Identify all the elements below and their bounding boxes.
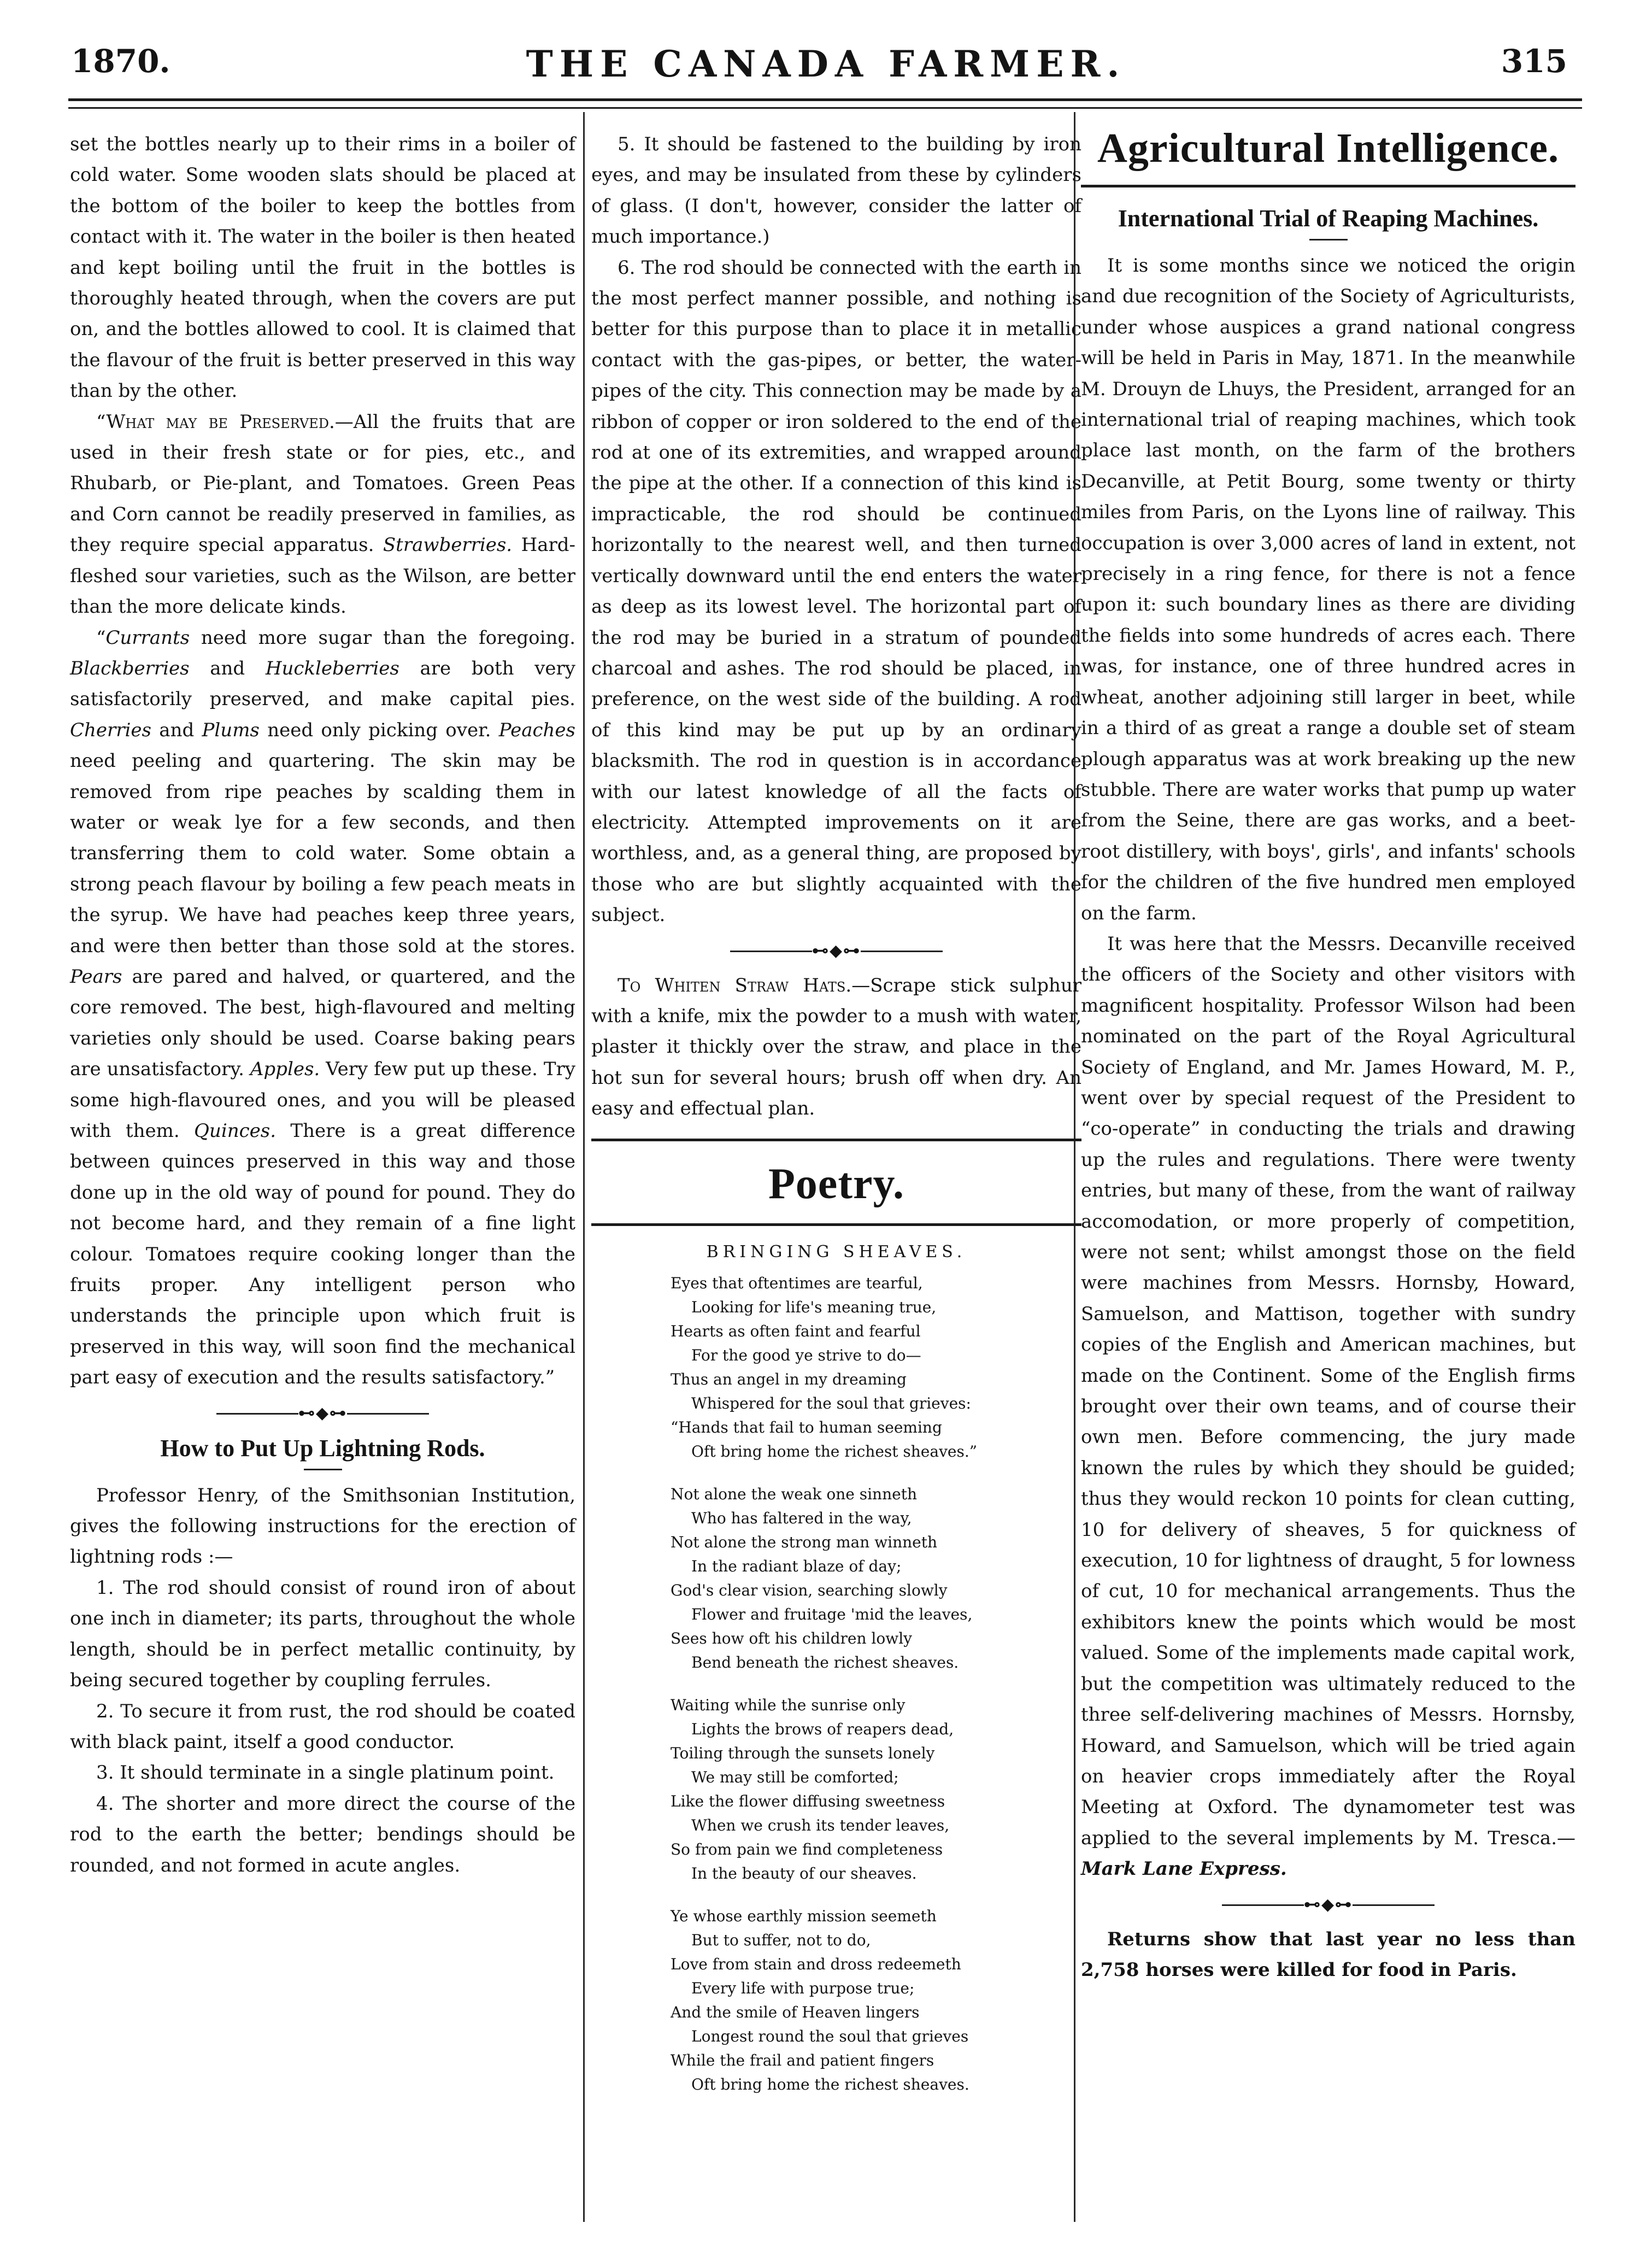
poem-line: Oft bring home the richest sheaves.: [691, 2075, 969, 2093]
lightning-rods-heading: How to Put Up Lightning Rods.: [160, 1434, 485, 1462]
currants-term: Currants: [105, 626, 190, 649]
poem-line: Waiting while the sunrise only: [671, 1696, 906, 1714]
straw-hats-lead: To Whiten Straw Hats.: [618, 974, 852, 996]
lightning-rule-4: 4. The shorter and more direct the course of the rod to the earth the better; bendings should be rounded, and not formed in acute angles.: [70, 1792, 575, 1876]
text-run: need more sugar than the foregoing.: [201, 626, 575, 649]
poem-line: We may still be comforted;: [691, 1768, 899, 1786]
text-run: —Scrape stick sulphur with a knife, mix the powder to a mush with water, plaster it thickly over the straw, and place in the hot sun for several hours; brush off when dry. An easy and effectual plan.: [591, 974, 1082, 1120]
poem-line: Thus an angel in my dreaming: [671, 1370, 907, 1388]
column-2: [591, 129, 1081, 2115]
poem-line: In the radiant blaze of day;: [691, 1557, 902, 1575]
poetry-section-banner: [591, 1139, 1081, 1226]
apples-term: Apples.: [250, 1058, 320, 1081]
ornament-divider: [591, 943, 1081, 959]
poem-line: When we crush its tender leaves,: [691, 1816, 950, 1834]
header-year: 1870.: [71, 43, 171, 80]
lightning-rule-3: 3. It should terminate in a single platinum point.: [96, 1762, 555, 1784]
poem-line: “Hands that fail to human seeming: [671, 1418, 942, 1436]
blackberries-term: Blackberries: [70, 657, 190, 679]
poem-line: Who has faltered in the way,: [691, 1509, 912, 1527]
poem-line: Sees how oft his children lowly: [671, 1629, 912, 1647]
what-may-be-preserved-lead: “What may be Preserved.: [96, 410, 335, 433]
poem-line: Toiling through the sunsets lonely: [671, 1744, 935, 1762]
poem-stanza-3: [671, 1693, 1081, 1886]
poem-stanza-2: [671, 1482, 1081, 1675]
section-rule: [1081, 185, 1575, 187]
poem: [591, 1271, 1081, 2097]
poem-line: Flower and fruitage 'mid the leaves,: [691, 1605, 973, 1623]
poem-stanza-1: [671, 1271, 1081, 1464]
heading-dash: [1309, 239, 1348, 241]
poem-line: So from pain we find completeness: [671, 1840, 943, 1858]
poem-line: Love from stain and dross redeemeth: [671, 1955, 961, 1973]
source-credit: Mark Lane Express.: [1081, 1858, 1287, 1880]
header-rule-top: [68, 98, 1582, 101]
column-3: [1081, 125, 1575, 1985]
poem-line: And the smile of Heaven lingers: [671, 2003, 920, 2021]
poem-line: Bend beneath the richest sheaves.: [691, 1653, 959, 1671]
poem-line: Like the flower diffusing sweetness: [671, 1792, 945, 1810]
fruit-paragraph-3: [70, 623, 575, 1393]
poem-line: Every life with purpose true;: [691, 1979, 915, 1997]
fruit-paragraph-1: set the bottles nearly up to their rims in a boiler of cold water. Some wooden slats should be placed at the bottom of the boiler to keep the bottles from contact with it. The water in the boiler is then heated and kept boiling until the fruit in the bottles is thoroughly heated through, when the covers are put on, and the bottles allowed to cool. It is claimed that the flavour of the fruit is better preserved in this way than by the other.: [70, 133, 575, 402]
lightning-intro: Professor Henry, of the Smithsonian Institution, gives the following instructions for the erection of lightning rods :—: [70, 1484, 575, 1568]
ornament-divider: [1081, 1897, 1575, 1913]
poem-line: Lights the brows of reapers dead,: [691, 1720, 954, 1738]
strawberries-term: Strawberries.: [383, 534, 513, 556]
ornament-glyph: ⊷◆⊶: [812, 941, 861, 960]
agricultural-intelligence-heading: Agricultural Intelligence.: [1097, 125, 1559, 171]
plums-term: Plums: [202, 719, 260, 741]
poem-line: God's clear vision, searching slowly: [671, 1581, 948, 1599]
text-run: Very few put up these. Try some high-flavoured ones, and you will be pleased with them.: [70, 1058, 575, 1142]
poem-line: Not alone the strong man winneth: [671, 1533, 938, 1551]
poem-line: But to suffer, not to do,: [691, 1931, 871, 1949]
ornament-divider: [70, 1405, 575, 1422]
poem-line: Eyes that oftentimes are tearful,: [671, 1274, 923, 1292]
poem-line: Whispered for the soul that grieves:: [691, 1394, 971, 1412]
text-run: and: [210, 657, 245, 679]
poem-line: Looking for life's meaning true,: [691, 1298, 937, 1316]
header-page-number: 315: [1501, 43, 1567, 80]
text-run: and: [159, 719, 195, 741]
poem-line: Oft bring home the richest sheaves.”: [691, 1442, 978, 1461]
huckleberries-term: Huckleberries: [265, 657, 399, 679]
horses-returns-paragraph: Returns show that last year no less than 2,758 horses were killed for food in Paris.: [1081, 1928, 1575, 1981]
text-run: —All the fruits that are used in their fresh state or for pies, etc., and Rhubarb, or Pie-plant, and Tomatoes. Green Peas and Corn cannot be readily preserved in families, as they require special apparatus.: [70, 410, 575, 556]
text-run: need only picking over.: [267, 719, 491, 741]
text-run: It was here that the Messrs. Decanville received the officers of the Society and other visitors with magnificent hospitality. Professor Wilson had been nominated on the part of the Royal Agricultural Society of England, and Mr. James Howard, M. P., went over by special request of the President to “co-operate” in conducting the trials and drawing up the rules and regulations. There were twenty entries, but many of these, from the want of railway accomodation, or more properly of competition, were not sent; whilst amongst those on the field were machines from Messrs. Hornsby, Howard, Samuelson, and Mattison, together with sundry copies of the English and American machines, but made on the Continent. Some of the English firms brought over their own teams, and of course their own men. Before commencing, the jury made known the rules by which they should be guided; thus they would reckon 10 points for clean cutting, 10 for delivery of sheaves, 5 for quickness of execution, 10 for lightness of draught, 5 for lowness of cut, 10 for mechanical arrangements. Thus the exhibitors knew the points which would be most valued. Some of the implements made capital work, but the competition was ultimately reduced to the three self-delivering machines of Messrs. Hornsby, Howard, and Samuelson, which will be tried again on heavier crops immediately after the Royal Meeting at Oxford. The dynamometer test was applied to the several implements by M. Tresca.—: [1081, 932, 1575, 1849]
poem-line: Hearts as often faint and fearful: [671, 1322, 921, 1340]
reaping-machines-heading: International Trial of Reaping Machines.: [1118, 205, 1539, 232]
poem-line: Longest round the soul that grieves: [691, 2027, 969, 2045]
column-1: [70, 129, 575, 1881]
poem-line: While the frail and patient fingers: [671, 2051, 934, 2069]
poem-title: BRINGING SHEAVES.: [706, 1242, 967, 1262]
lightning-rule-5: 5. It should be fastened to the building by iron eyes, and may be insulated from these by cylinders of glass. (I don't, however, consider the latter of much importance.): [591, 133, 1081, 248]
fruit-paragraph-2: [70, 407, 575, 623]
poem-line: For the good ye strive to do—: [691, 1346, 921, 1364]
ornament-glyph: ⊷◆⊶: [298, 1403, 348, 1423]
ornament-glyph: ⊷◆⊶: [1303, 1895, 1353, 1914]
quinces-term: Quinces.: [194, 1120, 277, 1142]
lightning-rule-2: 2. To secure it from rust, the rod should be coated with black paint, itself a good conductor.: [70, 1700, 575, 1753]
poem-line: Not alone the weak one sinneth: [671, 1485, 917, 1503]
text-run: Hard-fleshed sour varieties, such as the Wilson, are better than the more delicate kinds.: [70, 534, 575, 618]
poem-line: In the beauty of our sheaves.: [691, 1864, 917, 1882]
straw-hats-paragraph: [591, 970, 1081, 1124]
heading-dash: [304, 1469, 342, 1470]
text-run: are pared and halved, or quartered, and the core removed. The best, high-flavoured and melting varieties only should be used. Coarse baking pears are unsatisfactory.: [70, 965, 575, 1081]
reaping-paragraph-1: It is some months since we noticed the origin and due recognition of the Society of Agriculturists, under whose auspices a grand national congress will be held in Paris in May, 1871. In the meanwhile M. Drouyn de Lhuys, the President, arranged for an international trial of reaping machines, which took place last month, on the farm of the brothers Decanville, at Petit Bourg, some twenty or thirty miles from Paris, on the Lyons line of railway. This occupation is over 3,000 acres of land in extent, not precisely in a ring fence, for there is not a fence upon it: such boundary lines as there are dividing the fields into some hundreds of acres each. There was, for instance, one of three hundred acres in wheat, another adjoining still larger in beet, while in a third of as great a range a double set of steam plough apparatus was at work breaking up the new stubble. There are water works that pump up water from the Seine, there are gas works, and a beet-root distillery, with boys', girls', and infants' schools for the children of the five hundred men employed on the farm.: [1081, 255, 1575, 924]
reaping-paragraph-2: [1081, 929, 1575, 1885]
text-run: need peeling and quartering. The skin may be removed from ripe peaches by scalding them in water or weak lye for a few seconds, and then transferring them to cold water. Some obtain a strong peach flavour by boiling a few peach meats in the syrup. We have had peaches keep three years, and were then better than those sold at the stores.: [70, 750, 575, 957]
lightning-rule-6: 6. The rod should be connected with the earth in the most perfect manner possible, and nothing is better for this purpose than to place it in metallic contact with the gas-pipes, or better, the water-pipes of the city. This connection may be made by a ribbon of copper or iron soldered to the end of the rod at one of its extremities, and wrapped around the pipe at the other. If a connection of this kind is impracticable, the rod should be continued horizontally to the nearest well, and then turned vertically downward until the end enters the water as deep as its lowest level. The horizontal part of the rod may be buried in a stratum of pounded charcoal and ashes. The rod should be placed, in preference, on the west side of the building. A rod of this kind may be put up by an ordinary blacksmith. The rod in question is in accordance with our latest knowledge of all the facts of electricity. Attempted improvements on it are worthless, and, as a general thing, are proposed by those who are but slightly acquainted with the subject.: [591, 256, 1081, 926]
peaches-term: Peaches: [498, 719, 575, 741]
column-divider-1: [583, 112, 585, 2222]
text-run: are both very satisfactorily preserved, and make capital pies.: [70, 657, 575, 711]
pears-term: Pears: [70, 965, 122, 988]
poem-stanza-4: [671, 1904, 1081, 2097]
poetry-heading: Poetry.: [768, 1159, 905, 1208]
text-run: “: [96, 626, 106, 649]
header-rule-bottom: [68, 107, 1582, 109]
cherries-term: Cherries: [70, 719, 151, 741]
header-title: THE CANADA FARMER.: [526, 43, 1126, 85]
text-run: There is a great difference between quinces preserved in this way and those done up in the old way of pound for pound. They do not become hard, and they remain of a fine light colour. Tomatoes require cooking longer than the fruits proper. Any intelligent person who understands the principle upon which fruit is preserved in this way, will soon find the mechanical part easy of execution and the results satisfactory.”: [70, 1120, 576, 1389]
lightning-rule-1: 1. The rod should consist of round iron of about one inch in diameter; its parts, throughout the whole length, should be in perfect metallic continuity, by being secured together by coupling ferrules.: [70, 1576, 575, 1692]
poem-line: Ye whose earthly mission seemeth: [671, 1907, 937, 1925]
